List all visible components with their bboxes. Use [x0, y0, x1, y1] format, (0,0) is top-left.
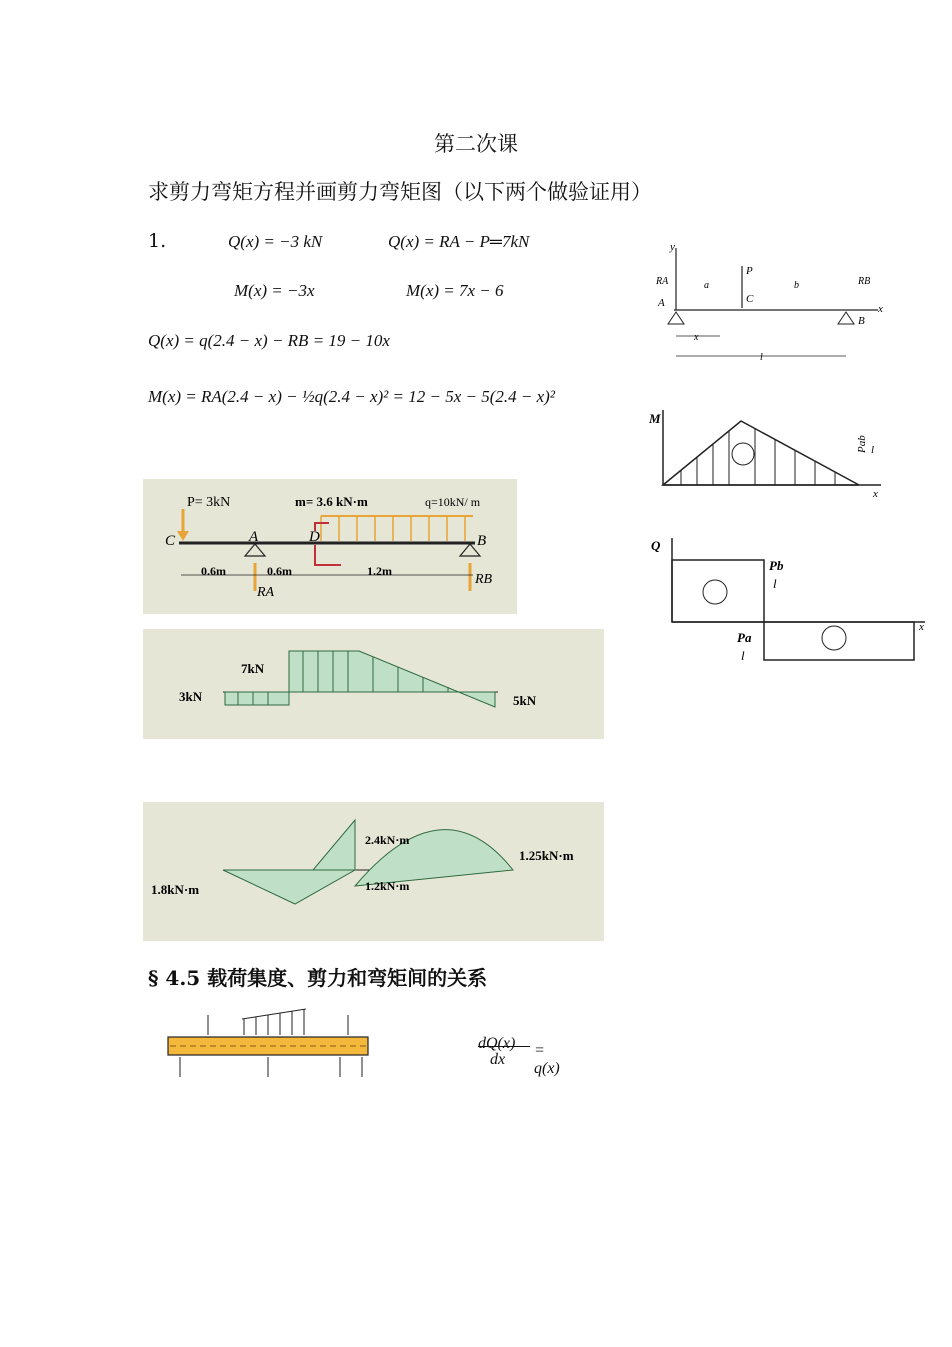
support-b	[838, 312, 854, 324]
label-5kn: 5kN	[513, 693, 537, 708]
distributed-up-load	[242, 1009, 306, 1035]
label-1-8: 1.8kN·m	[151, 882, 200, 897]
section-heading: § 4.5 载荷集度、剪力和弯矩间的关系	[148, 966, 488, 990]
dim-2: 0.6m	[267, 564, 292, 578]
shear-diagram-1	[143, 629, 604, 739]
beam	[168, 1037, 368, 1055]
x-label: x	[873, 488, 878, 500]
load-relation-diagram	[148, 1005, 388, 1083]
point-b: B	[477, 533, 487, 549]
label-p: P= 3kN	[187, 495, 231, 510]
point-c: C	[165, 533, 176, 549]
fraction-rhs: = q(x)	[534, 1042, 560, 1077]
moment-diagram-2	[645, 405, 885, 500]
label-1-25: 1.25kN·m	[519, 848, 574, 863]
bottom-reactions	[180, 1057, 362, 1077]
shear-diagram-2	[645, 530, 935, 665]
equation-m1: M(x) = −3x	[234, 281, 315, 300]
x-dimension: x	[694, 332, 699, 343]
beam-loading-diagram	[143, 479, 517, 614]
plus-sign-icon	[703, 580, 727, 604]
fraction-numerator: dQ(x)	[478, 1035, 516, 1052]
minus-sign-icon	[822, 626, 846, 650]
pb-denominator: l	[773, 576, 777, 591]
plus-sign-icon	[732, 443, 754, 465]
shear-negative-region	[225, 692, 289, 705]
reaction-label-a: RA	[257, 585, 275, 600]
reaction-label-b: RB	[475, 572, 493, 587]
beam-diagram-2	[650, 240, 886, 368]
pa-denominator: l	[741, 648, 745, 663]
equation-m2: M(x) = 7x − 6	[406, 281, 504, 300]
equation-q2: Q(x) = RA − P═7kN	[388, 232, 530, 251]
moment-diagram-1	[143, 802, 604, 941]
page-title: 第二次课	[434, 132, 518, 156]
label-m: m= 3.6 kN·m	[295, 494, 368, 509]
m-label: M	[649, 411, 661, 426]
equation-q1: Q(x) = −3 kN	[228, 232, 323, 251]
point-a: A	[249, 529, 259, 545]
pa-label: Pa	[737, 630, 752, 645]
equation-m3: M(x) = RA(2.4 − x) − ½q(2.4 − x)² = 12 − 5x − 5(2.4 − x)²	[148, 387, 555, 406]
x-label: x	[878, 303, 883, 315]
q-label: Q	[651, 538, 661, 553]
moment-triangle	[663, 421, 859, 485]
label-q: q=10kN/ m	[425, 495, 481, 509]
pb-label: Pb	[769, 558, 784, 573]
a-label: A	[658, 297, 665, 309]
label-2-4: 2.4kN·m	[365, 833, 410, 847]
ra-label: RA	[656, 276, 669, 287]
a-dimension: a	[704, 280, 709, 291]
dim-1: 0.6m	[201, 564, 226, 578]
moment-hatch	[681, 429, 835, 485]
fraction-denominator: dx	[490, 1051, 506, 1068]
fraction-bar	[478, 1046, 530, 1047]
label-7kn: 7kN	[241, 661, 265, 676]
label-1-2: 1.2kN·m	[365, 879, 410, 893]
c-label: C	[746, 293, 754, 305]
pab-denominator: l	[871, 444, 875, 456]
p-label: P	[746, 265, 753, 277]
dim-3: 1.2m	[367, 564, 392, 578]
b-label: B	[858, 315, 865, 327]
equation-q3: Q(x) = q(2.4 − x) − RB = 19 − 10x	[148, 331, 390, 350]
item-number: 1.	[148, 230, 167, 252]
l-dimension: l	[760, 352, 763, 363]
rb-label: RB	[858, 276, 871, 287]
x-label: x	[919, 621, 924, 633]
support-a	[668, 312, 684, 324]
pab-label: Pab	[856, 435, 868, 453]
task-statement: 求剪力弯矩方程并画剪力弯矩图（以下两个做验证用）	[148, 180, 652, 204]
point-d: D	[309, 529, 320, 545]
b-dimension: b	[794, 280, 799, 291]
label-3kn: 3kN	[179, 689, 203, 704]
y-label: y	[670, 241, 675, 253]
